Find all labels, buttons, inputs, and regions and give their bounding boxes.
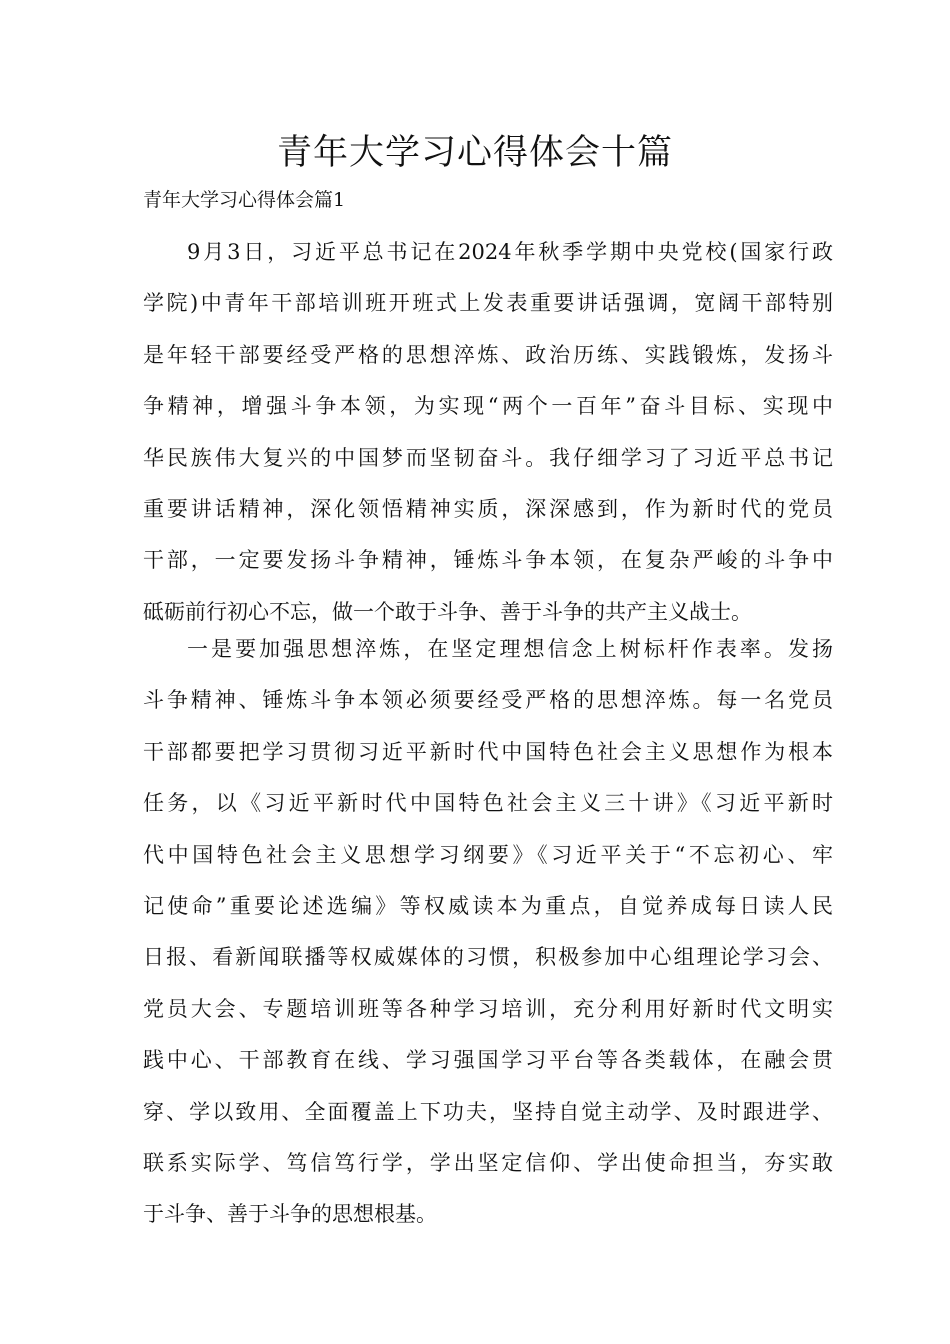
- paragraph-line: 穿、学以致用、全面覆盖上下功夫，坚持自觉主动学、及时跟进学、: [143, 1099, 833, 1124]
- paragraph-line: 践中心、干部教育在线、学习强国学习平台等各类载体，在融会贯: [143, 1048, 833, 1073]
- paragraph-line: 党员大会、专题培训班等各种学习培训，充分利用好新时代文明实: [143, 996, 833, 1021]
- paragraph-line: 于斗争、善于斗争的思想根基。: [143, 1202, 437, 1227]
- paragraph-line: 联系实际学、笃信笃行学，学出坚定信仰、学出使命担当，夯实敢: [143, 1150, 833, 1175]
- paragraph-line: 干部，一定要发扬斗争精神，锤炼斗争本领，在复杂严峻的斗争中: [143, 548, 833, 573]
- paragraph-line: 代中国特色社会主义思想学习纲要》《习近平关于“不忘初心、牢: [143, 842, 833, 867]
- paragraph-line: 砥砺前行初心不忘，做一个敢于斗争、善于斗争的共产主义战士。: [143, 599, 752, 624]
- paragraph-line: 学院)中青年干部培训班开班式上发表重要讲话强调，宽阔干部特别: [143, 291, 833, 316]
- paragraph-line: 一是要加强思想淬炼，在坚定理想信念上树标杆作表率。发扬: [187, 637, 833, 661]
- paragraph-line: 是年轻干部要经受严格的思想淬炼、政治历练、实践锻炼，发扬斗: [143, 342, 833, 367]
- paragraph-line: 任务，以《习近平新时代中国特色社会主义三十讲》《习近平新时: [143, 791, 833, 816]
- paragraph-2: [143, 624, 833, 1241]
- document-title: 青年大学习心得体会十篇: [276, 133, 673, 173]
- paragraph-line: 华民族伟大复兴的中国梦而坚韧奋斗。我仔细学习了习近平总书记: [143, 445, 833, 470]
- paragraph-1: [143, 227, 833, 638]
- paragraph-line: 干部都要把学习贯彻习近平新时代中国特色社会主义思想作为根本: [143, 739, 833, 764]
- paragraph-line: 重要讲话精神，深化领悟精神实质，深深感到，作为新时代的党员: [143, 496, 833, 521]
- section-heading: 青年大学习心得体会篇1: [143, 189, 346, 211]
- paragraph-line: 记使命”重要论述选编》等权威读本为重点，自觉养成每日读人民: [143, 893, 833, 918]
- paragraph-line: 斗争精神、锤炼斗争本领必须要经受严格的思想淬炼。每一名党员: [143, 688, 833, 713]
- paragraph-line: 9月3日，习近平总书记在2024年秋季学期中央党校(国家行政: [187, 240, 833, 264]
- paragraph-line: 日报、看新闻联播等权威媒体的习惯，积极参加中心组理论学习会、: [143, 945, 833, 970]
- paragraph-line: 争精神，增强斗争本领，为实现“两个一百年”奋斗目标、实现中: [143, 394, 833, 419]
